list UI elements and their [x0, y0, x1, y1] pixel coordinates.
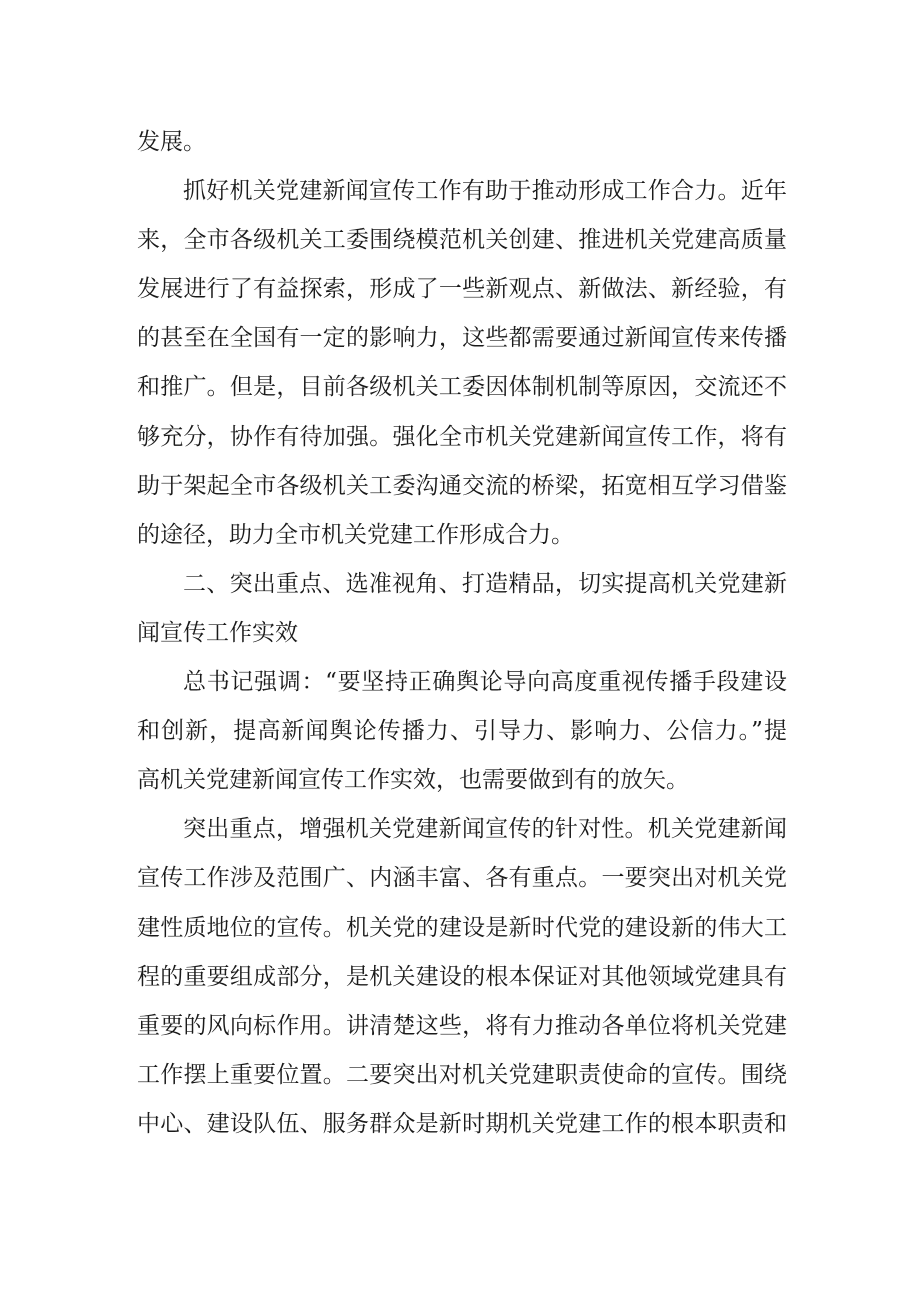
section-heading-line: 闻宣传工作实效	[137, 619, 298, 646]
document-body	[137, 118, 787, 1149]
paragraph-line: 抓好机关党建新闻宣传工作有助于推动形成工作合力。近年	[183, 178, 787, 205]
paragraph	[137, 167, 787, 560]
paragraph-line: 发展。	[137, 129, 206, 155]
paragraph-line: 来，全市各级机关工委围绕模范机关创建、推进机关党建高质量	[137, 227, 787, 254]
paragraph-line: 发展进行了有益探索，形成了一些新观点、新做法、新经验，有	[137, 276, 787, 303]
paragraph-line: 的甚至在全国有一定的影响力，这些都需要通过新闻宣传来传播	[137, 325, 787, 352]
section-heading	[137, 560, 787, 658]
paragraph-line: 和推广。但是，目前各级机关工委因体制机制等原因，交流还不	[137, 374, 787, 401]
paragraph	[137, 805, 787, 1149]
paragraph-line: 高机关党建新闻宣传工作实效，也需要做到有的放矢。	[137, 767, 689, 794]
paragraph-line: 的途径，助力全市机关党建工作形成合力。	[137, 521, 574, 548]
paragraph-line: 程的重要组成部分，是机关建设的根本保证对其他领域党建具有	[137, 963, 787, 990]
paragraph	[137, 658, 787, 805]
paragraph	[137, 118, 787, 167]
paragraph-line: 中心、建设队伍、服务群众是新时期机关党建工作的根本职责和	[137, 1110, 787, 1137]
paragraph-line: 重要的风向标作用。讲清楚这些，将有力推动各单位将机关党建	[137, 1012, 787, 1039]
paragraph-line: 建性质地位的宣传。机关党的建设是新时代党的建设新的伟大工	[137, 914, 787, 941]
paragraph-line: 总书记强调：“要坚持正确舆论导向高度重视传播手段建设	[183, 669, 787, 696]
paragraph-line: 工作摆上重要位置。二要突出对机关党建职责使命的宣传。围绕	[137, 1061, 787, 1088]
paragraph-line: 够充分，协作有待加强。强化全市机关党建新闻宣传工作，将有	[137, 423, 787, 450]
paragraph-line: 宣传工作涉及范围广、内涵丰富、各有重点。一要突出对机关党	[137, 865, 787, 892]
paragraph-line: 和创新，提高新闻舆论传播力、引导力、影响力、公信力。”提	[137, 718, 787, 745]
section-heading-line: 二、突出重点、选准视角、打造精品，切实提高机关党建新	[183, 570, 787, 597]
paragraph-line: 助于架起全市各级机关工委沟通交流的桥梁，拓宽相互学习借鉴	[137, 472, 787, 499]
paragraph-line: 突出重点，增强机关党建新闻宣传的针对性。机关党建新闻	[183, 816, 787, 843]
